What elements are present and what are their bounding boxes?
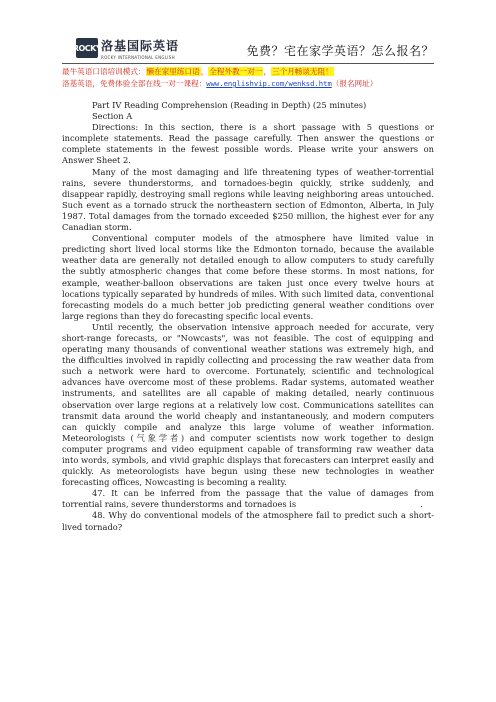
section-title: Section A bbox=[92, 111, 133, 122]
header-divider bbox=[62, 63, 434, 64]
brand-logo bbox=[72, 36, 180, 60]
part-title: Part IV Reading Comprehension (Reading in Depth) (25 minutes) bbox=[92, 100, 367, 110]
promo-line-1: 最牛英语口语培训模式：懒在家里练口语，全程外教一对一，三个月畅谈无阻！ bbox=[62, 67, 333, 76]
signup-link[interactable]: www.englishvip.com/wenksd.htm bbox=[206, 79, 332, 88]
question-48: 48. Why do conventional models of the atmosphere fail to predict such a short-lived tornado? bbox=[62, 510, 434, 532]
directions-paragraph: Directions: In this section, there is a short passage with 5 questions or incomplete statements. Read the passage carefully. Then answer the questions or complete statements in the fewest possible words. Please write your answers on Answer Sheet 2. bbox=[62, 122, 434, 166]
promo-line-2: 洛基英语，免费体验全部在线一对一课程：www.englishvip.com/wenksd.htm（报名网址） bbox=[62, 79, 378, 88]
promo-highlight-2: 全程外教一对一 bbox=[209, 67, 263, 76]
promo-highlight-3: 三个月畅谈无阻！ bbox=[272, 67, 333, 76]
passage-paragraph-2: Conventional computer models of the atmosphere have limited value in predicting short lived local storms like the Edmonton tornado, because the available weather data are generally not detailed enough to allow computers to study carefully the subtly atmospheric changes that come before these storms. In most nations, for example, weather-balloon observations are taken just once every twelve hours at locations typically separated by hundreds of miles. With such limited data, conventional forecasting models do a much better job predicting general weather conditions over large regions than they do forecasting specific local events. bbox=[62, 233, 434, 321]
page-header bbox=[62, 34, 434, 64]
passage-paragraph-3: Until recently, the observation intensive approach needed for accurate, very short-range forecasts, or "Nowcasts", was not feasible. The cost of equipping and operating many thousands of conventional weather stations was extremely high, and the difficulties involved in rapidly collecting and processing the raw weather data from such a network were hard to overcome. Fortunately, scientific and technological advances have overcome most of these problems. Radar systems, automated weather instruments, and satellites are all capable of making detailed, nearly continuous observation over large regions at a relatively low cost. Communications satellites can transmit data around the world cheaply and instantaneously, and modern computers can quickly compile and analyze this large volume of weather information. Meteorologists (气象学者) and computer scientists now work together to design computer programs and video equipment capable of transforming raw weather data into words, symbols, and vivid graphic displays that forecasters can interpret easily and quickly. As meteorologists have begun using these new technologies in weather forecasting offices, Nowcasting is becoming a reality. bbox=[62, 321, 434, 488]
passage-paragraph-1: Many of the most damaging and life threatening types of weather-torrential rains, severe thunderstorms, and tornadoes-begin quickly, strike suddenly, and disappear rapidly, destroying small regions while leaving neighboring areas untouched. Such event as a tornado struck the northeastern section of Edmonton, Alberta, in July 1987. Total damages from the tornado exceeded $250 million, the highest ever for any Canadian storm. bbox=[62, 166, 434, 233]
promo-highlight-1: 懒在家里练口语 bbox=[146, 67, 200, 76]
logo-english-name: ROCKY INTERNATIONAL ENGLISH bbox=[101, 54, 175, 60]
logo-chinese-name: 洛基国际英语 bbox=[101, 38, 180, 53]
question-47: 47. It can be inferred from the passage that the value of damages from torrential rains, severe thunderstorms and tornadoes is . bbox=[62, 488, 434, 510]
logo-icon: ROCKY bbox=[76, 38, 98, 58]
document-body bbox=[62, 100, 434, 533]
header-slogan: 免费？宅在家学英语？怎么报名？ bbox=[246, 44, 434, 58]
